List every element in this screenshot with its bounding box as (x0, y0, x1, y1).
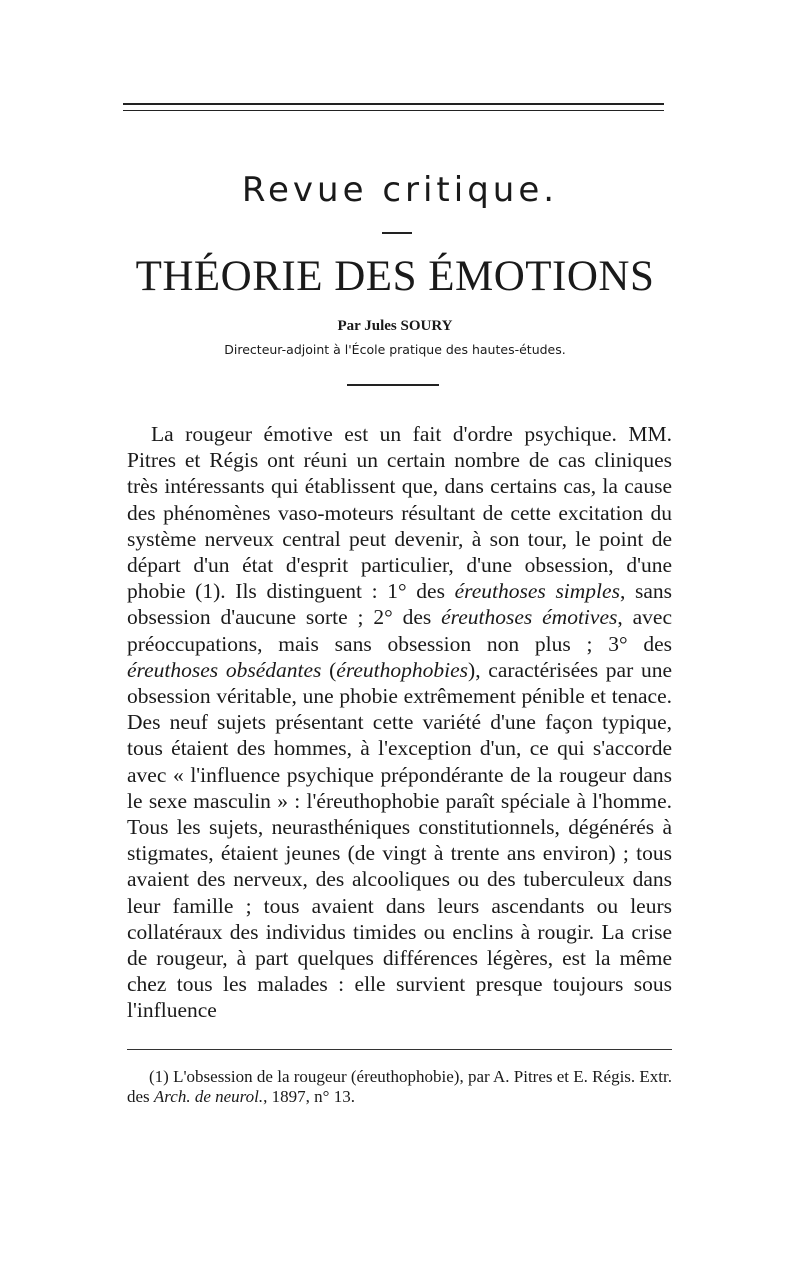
author-byline: Par Jules SOURY (337, 318, 453, 334)
italic-term: éreuthoses émotives (441, 605, 618, 630)
title-separator-rule (347, 384, 439, 386)
journal-section-heading: Revue critique. (241, 170, 559, 210)
italic-term: éreuthoses simples (454, 579, 620, 604)
body-paragraph: La rougeur émotive est un fait d'ordre psychique. MM. Pitres et Régis ont réuni un certain nombre de cas cliniques très intéressants qui établissent que, dans certains cas, la cause des phénomènes vaso-moteurs résultant de cette excitation du système nerveux central peut devenir, à son tour, le point de départ d'un état d'esprit particulier, d'une obsession, d'une phobie (1). Ils distinguent : 1° des éreuthoses simples, sans obsession d'aucune sorte ; 2° des éreuthoses émotives, avec préoccupations, mais sans obsession non plus ; 3° des éreuthoses obsédantes (éreuthophobies), caractérisées par une obsession véritable, une phobie extrêmement pénible et tenace. Des neuf sujets présentant cette variété d'une façon typique, tous étaient des hommes, à l'exception d'un, ce qui s'accorde avec « l'influence psychique prépondérante de la rougeur dans le sexe masculin » : l'éreuthophobie paraît spéciale à l'homme. Tous les sujets, neurasthéniques constitutionnels, dégénérés à stigmates, étaient jeunes (de vingt à trente ans environ) ; tous avaient des nerveux, des alcooliques ou des tuberculeux dans leur famille ; tous avaient dans leurs ascendants ou leurs collatéraux des individus timides ou enclins à rougir. La crise de rougeur, à part quelques différences légères, est la même chez tous les malades : elle survient presque toujours sous l'influence (127, 422, 673, 1023)
heading-separator-dash (382, 232, 412, 234)
italic-term: éreuthophobies (336, 657, 469, 682)
footnote-journal-title: Arch. de neurol. (153, 1087, 264, 1106)
footnote-separator-rule (127, 1049, 672, 1050)
header-rule-thin (123, 110, 664, 111)
footnote: (1) L'obsession de la rougeur (éreuthophobie), par A. Pitres et E. Régis. Extr. des Arch. de neurol., 1897, n° 13. (127, 1067, 672, 1106)
author-affiliation: Directeur-adjoint à l'École pratique des hautes-études. (224, 342, 566, 357)
header-rule-thick (123, 103, 664, 105)
article-title: THÉORIE DES ÉMOTIONS (135, 253, 655, 300)
article-body (127, 421, 672, 1024)
italic-term: éreuthoses obsédantes (127, 657, 322, 682)
